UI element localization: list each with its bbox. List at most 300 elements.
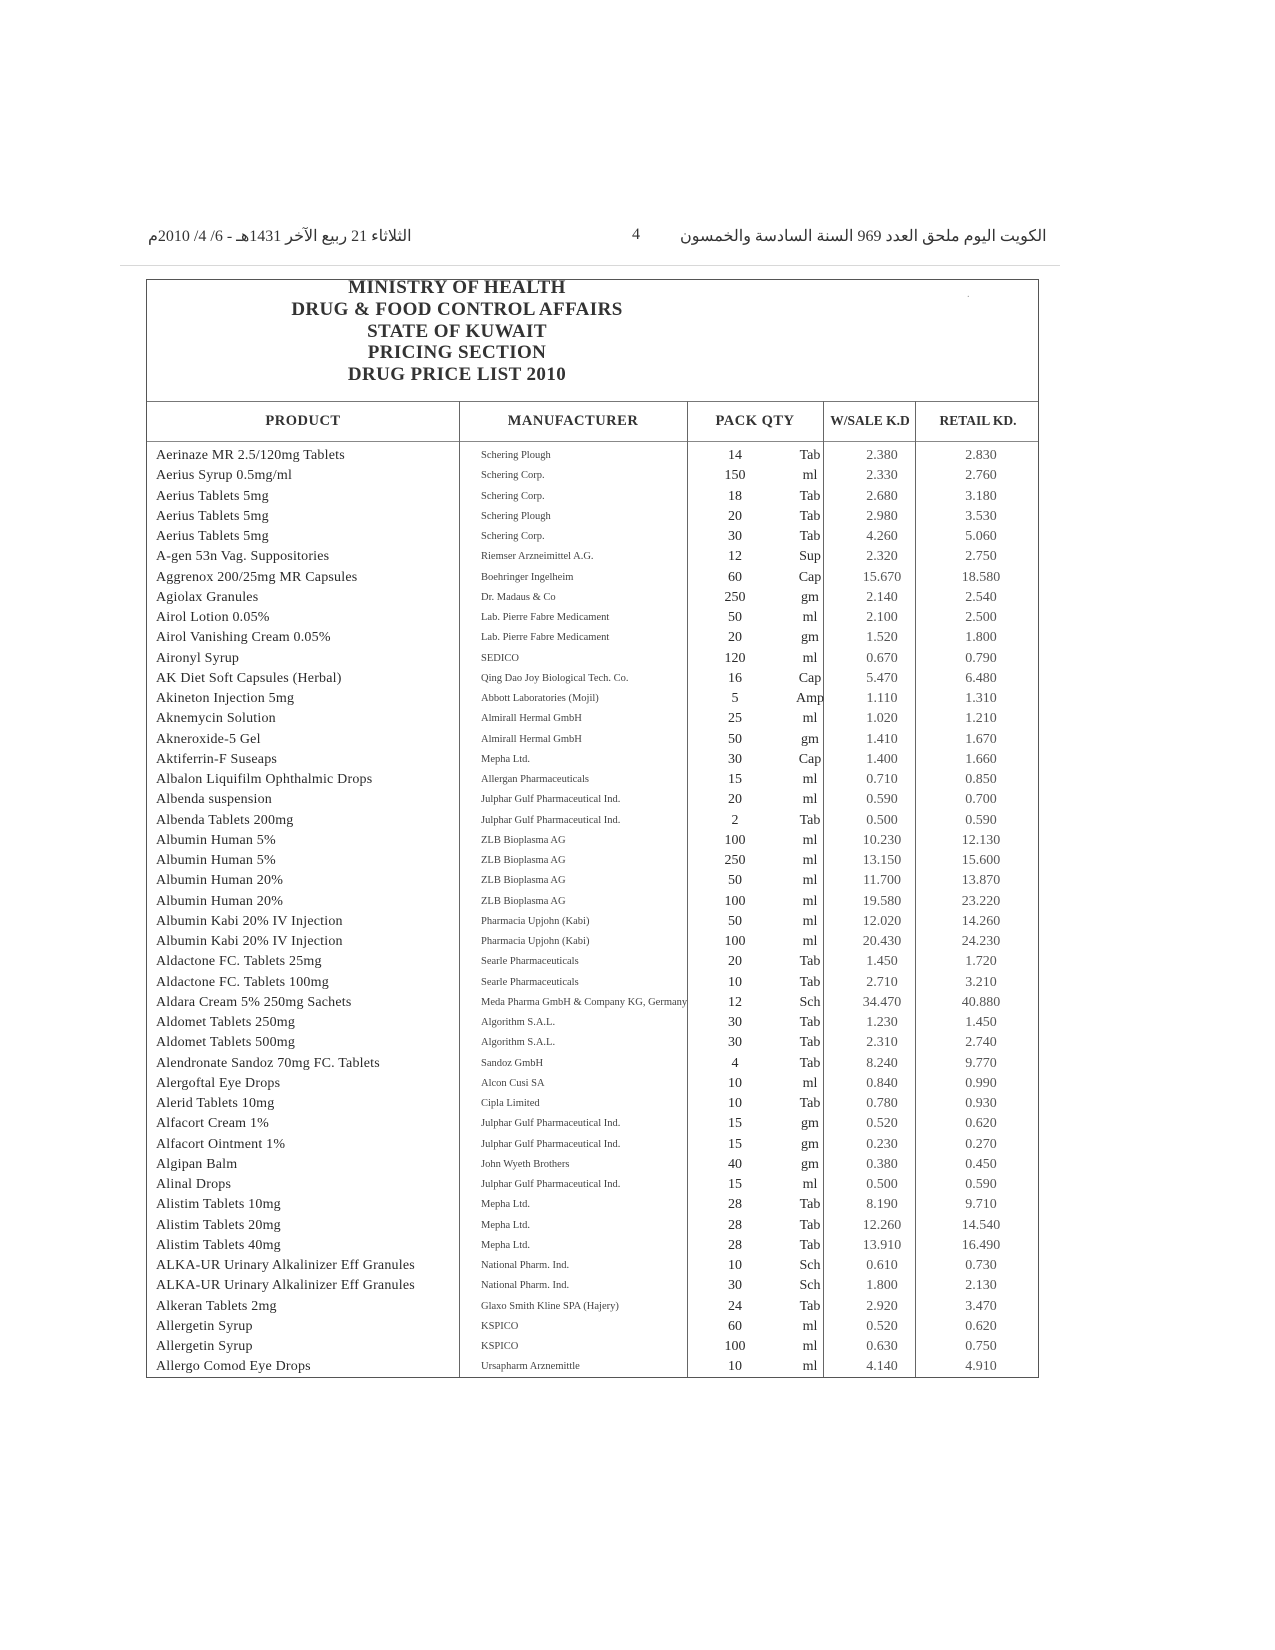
table-row: [147, 1013, 1038, 1033]
pack-quantity: 12: [728, 549, 742, 565]
state-title: STATE OF KUWAIT: [367, 321, 547, 342]
pack-unit: Cap: [798, 569, 822, 585]
pack-quantity: 100: [724, 1339, 746, 1354]
product-name: Algipan Balm: [156, 1156, 238, 1172]
manufacturer-name: Mepha Ltd.: [481, 1199, 530, 1211]
pack-quantity: 25: [728, 711, 742, 727]
manufacturer-name: Algorithm S.A.L.: [481, 1017, 556, 1028]
retail-price: 1.720: [965, 954, 997, 970]
table-row: [147, 568, 1038, 588]
table-row: [147, 851, 1038, 871]
pack-quantity: 4: [731, 1055, 739, 1071]
table-row: [147, 892, 1038, 912]
wholesale-price: 2.330: [866, 468, 898, 484]
table-row: [147, 871, 1038, 891]
pack-quantity: 30: [728, 751, 742, 767]
pack-unit: gm: [801, 1156, 819, 1172]
retail-price: 0.450: [965, 1156, 997, 1172]
product-name: A-gen 53n Vag. Suppositories: [156, 549, 330, 565]
manufacturer-name: Schering Plough: [481, 510, 551, 522]
pack-quantity: 5: [731, 691, 739, 706]
manufacturer-name: KSPICO: [481, 1320, 519, 1332]
retail-price: 14.260: [961, 913, 1001, 929]
table-row: [147, 1094, 1038, 1114]
wholesale-price: 13.150: [862, 853, 902, 868]
product-name: Alfacort Cream 1%: [156, 1116, 270, 1132]
pack-unit: Amp: [796, 691, 824, 706]
pack-unit: ml: [802, 650, 818, 666]
product-name: Albumin Human 5%: [156, 853, 276, 868]
retail-price: 3.210: [965, 974, 997, 990]
pack-unit: Tab: [799, 974, 821, 990]
wholesale-price: 0.590: [866, 792, 898, 808]
table-row: [147, 1276, 1038, 1296]
table-row: [147, 608, 1038, 628]
table-row: [147, 1195, 1038, 1215]
product-name: Allergo Comod Eye Drops: [156, 1359, 311, 1375]
product-name: Aldomet Tablets 500mg: [156, 1035, 296, 1051]
pack-unit: Tab: [799, 1015, 821, 1030]
retail-price: 2.830: [965, 448, 997, 463]
wholesale-price: 2.100: [866, 610, 898, 625]
manufacturer-name: Almirall Hermal GmbH: [481, 713, 582, 725]
pack-quantity: 20: [728, 954, 742, 970]
retail-price: 40.880: [961, 994, 1001, 1010]
retail-price: 2.740: [965, 1035, 997, 1051]
retail-price: 1.450: [965, 1015, 997, 1030]
product-name: Alistim Tablets 40mg: [156, 1237, 281, 1253]
manufacturer-name: Pharmacia Upjohn (Kabi): [481, 936, 590, 947]
product-name: Aerius Tablets 5mg: [156, 529, 269, 544]
manufacturer-name: Algorithm S.A.L.: [481, 1037, 556, 1049]
table-row: [147, 1256, 1038, 1276]
wholesale-price: 0.380: [866, 1156, 898, 1172]
manufacturer-name: Abbott Laboratories (Mojil): [481, 693, 599, 704]
retail-price: 1.660: [965, 751, 997, 767]
wholesale-price: 4.260: [866, 529, 898, 544]
retail-price: 0.590: [965, 812, 997, 828]
manufacturer-name: Meda Pharma GmbH & Company KG, Germany: [481, 996, 688, 1008]
wholesale-price: 10.230: [862, 832, 902, 848]
retail-price: 0.850: [965, 772, 997, 787]
table-row: [147, 1054, 1038, 1074]
product-name: Albenda suspension: [156, 792, 272, 808]
pack-unit: Sch: [799, 1278, 821, 1294]
product-name: Albumin Human 5%: [156, 832, 276, 848]
manufacturer-name: National Pharm. Ind.: [481, 1260, 570, 1271]
pack-unit: ml: [802, 934, 818, 949]
pack-quantity: 10: [728, 1258, 742, 1273]
retail-price: 5.060: [965, 529, 997, 544]
pack-quantity: 15: [728, 1177, 742, 1192]
manufacturer-name: Julphar Gulf Pharmaceutical Ind.: [481, 1138, 621, 1150]
retail-price: 0.700: [965, 792, 997, 808]
manufacturer-name: Julphar Gulf Pharmaceutical Ind.: [481, 1179, 621, 1190]
table-row: [147, 912, 1038, 932]
wholesale-price: 0.230: [866, 1136, 898, 1152]
pack-unit: Tab: [799, 488, 821, 504]
retail-price: 13.870: [961, 873, 1001, 889]
product-name: Albumin Human 20%: [156, 873, 284, 889]
product-name: Alendronate Sandoz 70mg FC. Tablets: [156, 1055, 380, 1071]
pack-unit: Cap: [798, 751, 822, 767]
manufacturer-name: Searle Pharmaceuticals: [481, 976, 579, 988]
pack-quantity: 60: [728, 1318, 742, 1334]
manufacturer-name: Julphar Gulf Pharmaceutical Ind.: [481, 814, 621, 826]
retail-price: 0.750: [965, 1339, 997, 1354]
wholesale-price: 1.450: [866, 954, 898, 970]
pack-quantity: 16: [728, 670, 742, 686]
product-name: Albumin Kabi 20% IV Injection: [156, 913, 343, 929]
table-row: [147, 669, 1038, 689]
wholesale-price: 15.670: [862, 569, 902, 585]
pack-unit: Sch: [799, 994, 821, 1010]
table-row: [147, 730, 1038, 750]
wholesale-price: 0.840: [866, 1075, 898, 1091]
wholesale-price: 13.910: [862, 1237, 902, 1253]
wholesale-price: 4.140: [866, 1359, 898, 1375]
wholesale-price: 1.020: [866, 711, 898, 727]
pack-unit: Tab: [799, 812, 821, 828]
wholesale-price: 0.630: [866, 1339, 898, 1354]
product-name: Akneroxide-5 Gel: [156, 731, 261, 747]
manufacturer-name: Lab. Pierre Fabre Medicament: [481, 612, 610, 623]
retail-price: 2.540: [965, 589, 997, 605]
retail-price: 2.750: [965, 549, 997, 565]
pack-unit: Sup: [799, 549, 821, 565]
retail-price: 3.530: [965, 508, 997, 524]
product-name: Agiolax Granules: [156, 589, 259, 605]
wholesale-price: 2.680: [866, 488, 898, 504]
table-row: [147, 1317, 1038, 1337]
product-name: Aldactone FC. Tablets 100mg: [156, 974, 329, 990]
pack-quantity: 10: [728, 1096, 742, 1111]
retail-price: 18.580: [961, 569, 1001, 585]
pack-unit: ml: [802, 913, 818, 929]
product-name: Aerius Tablets 5mg: [156, 488, 269, 504]
pack-unit: ml: [802, 1177, 818, 1192]
department-title: DRUG & FOOD CONTROL AFFAIRS: [291, 299, 623, 320]
retail-price: 9.710: [965, 1197, 997, 1213]
table-row: [147, 487, 1038, 507]
manufacturer-name: Lab. Pierre Fabre Medicament: [481, 632, 610, 644]
pack-unit: ml: [802, 792, 818, 808]
table-row: [147, 689, 1038, 709]
wholesale-price: 19.580: [862, 893, 902, 909]
pack-quantity: 18: [728, 488, 742, 504]
issue-date: الثلاثاء 21 ربيع الآخر 1431هـ - 6/ 4/ 2010م: [148, 228, 412, 245]
product-name: Albumin Human 20%: [156, 893, 284, 909]
publication-title: الكويت اليوم ملحق العدد 969 السنة السادسة والخمسون: [680, 228, 1047, 245]
retail-price: 15.600: [961, 853, 1001, 868]
wholesale-price: 34.470: [862, 994, 902, 1010]
product-name: Alkeran Tablets 2mg: [156, 1298, 277, 1314]
manufacturer-name: Almirall Hermal GmbH: [481, 733, 582, 745]
retail-price: 0.790: [965, 650, 997, 666]
wholesale-price: 20.430: [862, 934, 902, 949]
header-divider: [120, 265, 1060, 266]
pack-unit: Tab: [799, 1035, 821, 1051]
ministry-title: MINISTRY OF HEALTH: [348, 277, 566, 298]
product-name: Aknemycin Solution: [156, 711, 276, 727]
table-row: [147, 1357, 1038, 1377]
retail-price: 4.910: [965, 1359, 997, 1375]
product-name: Alinal Drops: [156, 1177, 232, 1192]
manufacturer-name: ZLB Bioplasma AG: [481, 895, 566, 907]
manufacturer-name: Ursapharm Arznemittle: [481, 1361, 580, 1373]
table-row: [147, 952, 1038, 972]
pack-unit: gm: [801, 1116, 819, 1132]
table-row: [147, 1216, 1038, 1236]
retail-price: 2.760: [965, 468, 997, 484]
price-list-table: [146, 279, 1039, 1378]
wholesale-price: 1.110: [866, 691, 898, 706]
table-row: [147, 1155, 1038, 1175]
pack-quantity: 30: [728, 1035, 742, 1051]
table-row: [147, 932, 1038, 952]
pack-quantity: 50: [728, 731, 742, 747]
product-name: Allergetin Syrup: [156, 1318, 253, 1334]
table-row: [147, 628, 1038, 648]
table-row: [147, 649, 1038, 669]
retail-price: 3.180: [965, 488, 997, 504]
pack-unit: ml: [802, 772, 818, 787]
table-row: [147, 1114, 1038, 1134]
wholesale-price: 0.520: [866, 1318, 898, 1334]
table-row: [147, 588, 1038, 608]
retail-price: 14.540: [961, 1217, 1001, 1233]
manufacturer-name: Schering Corp.: [481, 470, 545, 482]
product-name: Albumin Kabi 20% IV Injection: [156, 934, 343, 949]
manufacturer-name: Schering Corp.: [481, 531, 545, 542]
retail-price: 6.480: [965, 670, 997, 686]
wholesale-price: 1.400: [866, 751, 898, 767]
table-row: [147, 547, 1038, 567]
manufacturer-name: Riemser Arzneimittel A.G.: [481, 551, 594, 563]
pack-quantity: 250: [724, 853, 746, 868]
wholesale-price: 2.920: [866, 1298, 898, 1314]
wholesale-price: 12.020: [862, 913, 902, 929]
wholesale-price: 11.700: [863, 873, 901, 889]
retail-price: 24.230: [961, 934, 1001, 949]
product-name: ALKA-UR Urinary Alkalinizer Eff Granules: [156, 1278, 415, 1294]
retail-price: 0.620: [965, 1116, 997, 1132]
pack-quantity: 15: [728, 1116, 742, 1132]
product-name: Alerid Tablets 10mg: [156, 1096, 275, 1111]
manufacturer-name: National Pharm. Ind.: [481, 1280, 570, 1292]
retail-price: 9.770: [965, 1055, 997, 1071]
pack-unit: gm: [801, 630, 819, 646]
pack-quantity: 20: [728, 792, 742, 808]
manufacturer-name: Schering Corp.: [481, 490, 545, 502]
wholesale-price: 8.240: [866, 1055, 898, 1071]
wholesale-price: 2.140: [866, 589, 898, 605]
pack-quantity: 250: [724, 589, 746, 605]
product-name: Allergetin Syrup: [156, 1339, 253, 1354]
table-row: [147, 507, 1038, 527]
pack-quantity: 30: [728, 1278, 742, 1294]
retail-price: 23.220: [961, 893, 1001, 909]
manufacturer-name: KSPICO: [481, 1341, 519, 1352]
list-title: DRUG PRICE LIST 2010: [347, 364, 567, 385]
product-name: AK Diet Soft Capsules (Herbal): [156, 670, 342, 686]
pack-quantity: 100: [724, 934, 746, 949]
wholesale-price: 0.610: [866, 1258, 898, 1273]
column-header-retail: RETAIL KD.: [939, 413, 1017, 428]
table-row: [147, 446, 1038, 466]
table-row: [147, 1175, 1038, 1195]
pack-quantity: 50: [728, 913, 742, 929]
pack-unit: ml: [802, 1359, 818, 1375]
manufacturer-name: Sandoz GmbH: [481, 1057, 544, 1069]
scan-speck: ·: [966, 292, 970, 303]
pack-unit: gm: [801, 1136, 819, 1152]
pack-quantity: 150: [724, 468, 746, 484]
pack-unit: Tab: [799, 1237, 821, 1253]
pack-unit: ml: [802, 468, 818, 484]
pack-unit: ml: [802, 873, 818, 889]
table-row: [147, 466, 1038, 486]
table-row: [147, 1074, 1038, 1094]
manufacturer-name: Schering Plough: [481, 450, 551, 461]
pack-quantity: 10: [728, 1075, 742, 1091]
retail-price: 1.310: [965, 691, 997, 706]
wholesale-price: 2.980: [866, 508, 898, 524]
manufacturer-name: Julphar Gulf Pharmaceutical Ind.: [481, 794, 621, 806]
table-row: [147, 993, 1038, 1013]
pack-unit: ml: [802, 1339, 818, 1354]
retail-price: 3.470: [965, 1298, 997, 1314]
retail-price: 16.490: [961, 1237, 1001, 1253]
manufacturer-name: Julphar Gulf Pharmaceutical Ind.: [481, 1118, 621, 1130]
column-header-wsale: W/SALE K.D: [830, 413, 910, 428]
pack-unit: gm: [801, 731, 819, 747]
header-rule: [147, 441, 1038, 442]
wholesale-price: 2.380: [866, 448, 898, 463]
retail-price: 1.210: [965, 711, 997, 727]
table-body: [147, 446, 1038, 1378]
wholesale-price: 1.230: [866, 1015, 898, 1030]
product-name: Aktiferrin-F Suseaps: [156, 751, 278, 767]
manufacturer-name: Pharmacia Upjohn (Kabi): [481, 915, 590, 927]
pack-unit: gm: [801, 589, 819, 605]
table-row: [147, 1135, 1038, 1155]
pack-quantity: 28: [728, 1237, 742, 1253]
column-header-manufacturer: MANUFACTURER: [507, 413, 639, 429]
wholesale-price: 0.500: [866, 812, 898, 828]
pack-quantity: 14: [728, 448, 742, 463]
pack-quantity: 30: [728, 1015, 742, 1030]
pack-quantity: 28: [728, 1217, 742, 1233]
manufacturer-name: Searle Pharmaceuticals: [481, 956, 579, 968]
wholesale-price: 8.190: [866, 1197, 898, 1213]
product-name: Alistim Tablets 10mg: [156, 1197, 281, 1213]
product-name: Airol Vanishing Cream 0.05%: [156, 630, 331, 646]
pack-unit: Tab: [799, 529, 821, 544]
pack-unit: Tab: [799, 954, 821, 970]
table-row: [147, 811, 1038, 831]
manufacturer-name: ZLB Bioplasma AG: [481, 834, 566, 846]
pack-unit: ml: [802, 610, 818, 625]
wholesale-price: 2.320: [866, 549, 898, 565]
wholesale-price: 2.310: [866, 1035, 898, 1051]
retail-price: 1.670: [965, 731, 997, 747]
pack-quantity: 24: [728, 1298, 742, 1314]
product-name: Aerinaze MR 2.5/120mg Tablets: [156, 448, 345, 463]
table-row: [147, 527, 1038, 547]
product-name: Aggrenox 200/25mg MR Capsules: [156, 569, 358, 585]
table-row: [147, 1033, 1038, 1053]
pack-quantity: 2: [731, 812, 739, 828]
manufacturer-name: ZLB Bioplasma AG: [481, 875, 566, 887]
pack-quantity: 20: [728, 630, 742, 646]
manufacturer-name: Mepha Ltd.: [481, 1239, 530, 1251]
pack-quantity: 15: [728, 1136, 742, 1152]
pack-unit: Tab: [799, 1096, 821, 1111]
manufacturer-name: Mepha Ltd.: [481, 1219, 530, 1231]
table-row: [147, 770, 1038, 790]
table-row: [147, 1297, 1038, 1317]
pack-unit: Cap: [798, 670, 822, 686]
pack-unit: ml: [802, 1075, 818, 1091]
wholesale-price: 0.670: [866, 650, 898, 666]
wholesale-price: 0.780: [866, 1096, 898, 1111]
pack-quantity: 15: [728, 772, 742, 787]
pack-unit: Tab: [799, 1197, 821, 1213]
table-row: [147, 790, 1038, 810]
product-name: Alistim Tablets 20mg: [156, 1217, 281, 1233]
retail-price: 0.620: [965, 1318, 997, 1334]
pack-unit: Tab: [799, 1217, 821, 1233]
product-name: Aerius Syrup 0.5mg/ml: [156, 468, 293, 484]
table-row: [147, 973, 1038, 993]
product-name: Albenda Tablets 200mg: [156, 812, 294, 828]
pack-quantity: 10: [728, 974, 742, 990]
retail-price: 2.130: [965, 1278, 997, 1294]
product-name: Airol Lotion 0.05%: [156, 610, 270, 625]
pack-quantity: 100: [724, 832, 746, 848]
product-name: Alfacort Ointment 1%: [156, 1136, 286, 1152]
manufacturer-name: Alcon Cusi SA: [481, 1077, 545, 1089]
manufacturer-name: Cipla Limited: [481, 1098, 540, 1109]
table-row: [147, 750, 1038, 770]
manufacturer-name: ZLB Bioplasma AG: [481, 855, 566, 866]
pack-quantity: 40: [728, 1156, 742, 1172]
product-name: Aldomet Tablets 250mg: [156, 1015, 296, 1030]
retail-price: 0.990: [965, 1075, 997, 1091]
pack-unit: ml: [802, 853, 818, 868]
product-name: Alergoftal Eye Drops: [156, 1075, 281, 1091]
manufacturer-name: Mepha Ltd.: [481, 753, 530, 765]
page-number: 4: [632, 226, 640, 243]
retail-price: 1.800: [965, 630, 997, 646]
pack-unit: ml: [802, 711, 818, 727]
wholesale-price: 0.500: [866, 1177, 898, 1192]
wholesale-price: 2.710: [866, 974, 898, 990]
pack-unit: Tab: [799, 1055, 821, 1071]
wholesale-price: 12.260: [862, 1217, 902, 1233]
pack-unit: ml: [802, 1318, 818, 1334]
pack-quantity: 120: [724, 650, 746, 666]
product-name: Aironyl Syrup: [156, 650, 240, 666]
manufacturer-name: Dr. Madaus & Co: [481, 591, 556, 603]
manufacturer-name: SEDICO: [481, 652, 519, 664]
pack-quantity: 12: [728, 994, 742, 1010]
retail-price: 0.270: [965, 1136, 997, 1152]
product-name: Albalon Liquifilm Ophthalmic Drops: [156, 772, 373, 787]
retail-price: 0.590: [965, 1177, 997, 1192]
pack-quantity: 100: [724, 893, 746, 909]
